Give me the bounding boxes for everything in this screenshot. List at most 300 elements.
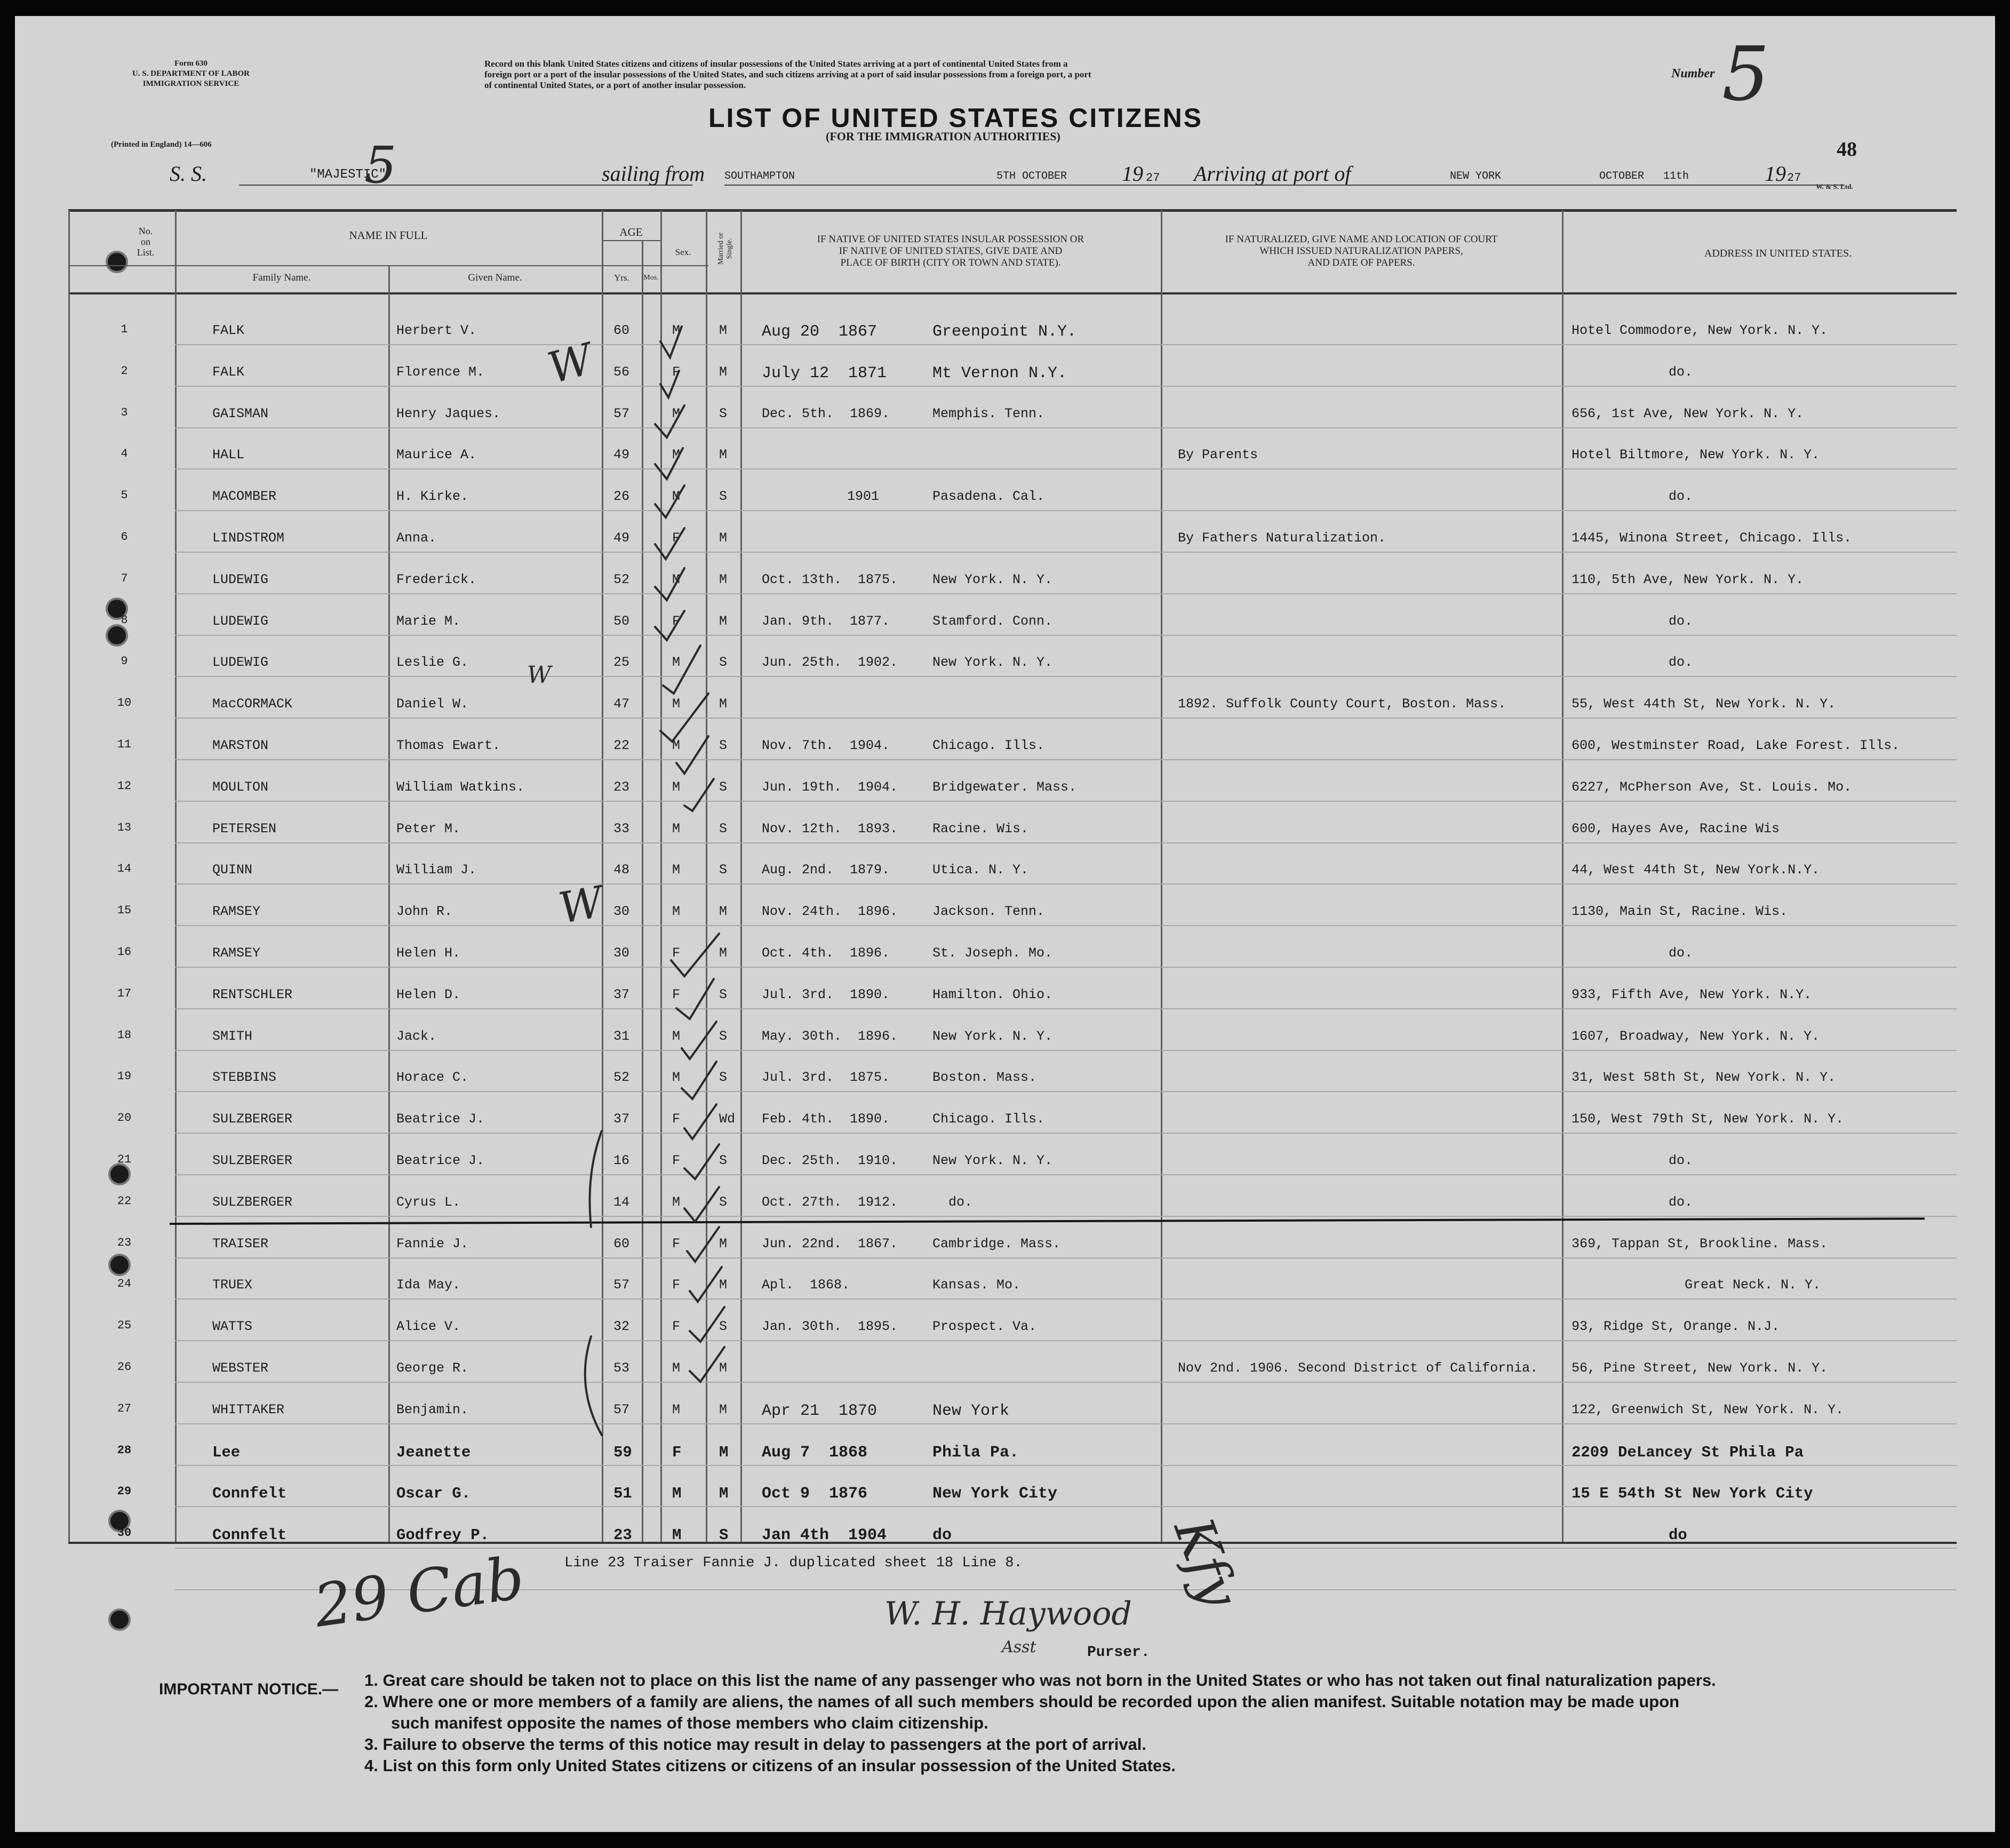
given-name: Oscar G. <box>396 1485 471 1503</box>
marital-status: S <box>719 655 728 671</box>
age-years: 51 <box>613 1485 632 1503</box>
given-name: Anna. <box>396 530 437 546</box>
birth-date: Jul. 3rd. 1890. <box>762 986 890 1002</box>
birth-date: Apr 21 1870 <box>762 1401 878 1420</box>
marital-status: M <box>719 323 728 338</box>
marital-status: M <box>719 1277 728 1293</box>
given-name: Marie M. <box>396 613 461 629</box>
purser-signature: W. H. Haywood <box>884 1595 1132 1632</box>
marital-status: M <box>719 1401 728 1417</box>
birth-date: July 12 1871 <box>762 364 887 383</box>
family-name: WEBSTER <box>212 1360 269 1376</box>
check-mark <box>684 1187 719 1222</box>
birth-place: Bridgewater. Mass. <box>932 779 1077 795</box>
form-number: Form 630 <box>174 59 208 68</box>
col-header-line: on <box>141 236 150 247</box>
us-address: 110, 5th Ave, New York. N. Y. <box>1572 571 1804 587</box>
ruled-line <box>175 1091 1957 1092</box>
birth-place: Kansas. Mo. <box>932 1277 1021 1293</box>
instruction-line: of continental United States, or a port of another insular possession. <box>484 80 746 90</box>
sex-value: F <box>672 530 681 546</box>
marital-status: M <box>719 696 728 712</box>
given-name: John R. <box>396 904 453 920</box>
row-number: 26 <box>117 1360 132 1374</box>
us-address: Hotel Commodore, New York. N. Y. <box>1572 323 1828 338</box>
ruled-line <box>175 967 1957 968</box>
birth-date: Jun. 19th. 1904. <box>762 779 898 795</box>
birth-date: Oct. 27th. 1912. <box>762 1194 898 1210</box>
check-mark <box>655 611 684 640</box>
birth-place: Greenpoint N.Y. <box>932 323 1077 341</box>
given-name: George R. <box>396 1360 469 1376</box>
family-name: LUDEWIG <box>212 613 269 629</box>
sailing-date: 5TH OCTOBER <box>996 170 1067 182</box>
ruled-line <box>175 593 1957 594</box>
year-value-2: 27 <box>1787 171 1801 185</box>
birth-place: Hamilton. Ohio. <box>932 986 1053 1002</box>
col-header-name: NAME IN FULL <box>349 229 428 242</box>
sex-value: F <box>672 986 681 1002</box>
given-name: Daniel W. <box>396 696 469 712</box>
marital-status: M <box>719 1485 729 1503</box>
given-name: Benjamin. <box>396 1401 469 1417</box>
given-name: Peter M. <box>396 821 461 837</box>
page-title: LIST OF UNITED STATES CITIZENS <box>708 103 1203 133</box>
sex-value: M <box>672 862 681 878</box>
row-number: 8 <box>121 613 128 627</box>
ruled-line <box>175 1299 1957 1300</box>
check-mark <box>655 448 683 479</box>
birth-date: Oct. 4th. 1896. <box>762 945 890 961</box>
ruled-line <box>175 1340 1957 1341</box>
sex-value: M <box>672 489 681 505</box>
ruled-line <box>175 1257 1957 1258</box>
year-prefix-1: 19 <box>1122 162 1143 186</box>
age-years: 33 <box>613 821 630 837</box>
check-mark <box>684 1104 716 1139</box>
ruled-line <box>175 1133 1957 1134</box>
birth-date: Oct 9 1876 <box>762 1485 868 1503</box>
family-name: LINDSTROM <box>212 530 285 546</box>
instruction-line: Record on this blank United States citizens and citizens of insular possessions of the United States arriving at a port of continental United States from a <box>484 59 1068 69</box>
bracket-mark <box>585 1336 602 1435</box>
family-name: Lee <box>212 1443 241 1461</box>
given-name: Helen H. <box>396 945 461 961</box>
row-number: 22 <box>117 1194 132 1208</box>
inspector-scrawl: Kfy <box>1162 1509 1251 1615</box>
col-header-naturalized <box>1161 234 1562 269</box>
row-number: 23 <box>117 1236 132 1249</box>
us-address: 1130, Main St, Racine. Wis. <box>1572 904 1788 920</box>
col-header-line: Married or <box>717 232 725 265</box>
sex-value: M <box>672 696 681 712</box>
sheet-number: 48 <box>1837 138 1857 161</box>
us-address: do. <box>1669 1194 1693 1210</box>
birth-place: New York City <box>932 1485 1058 1503</box>
age-years: 56 <box>613 364 630 380</box>
birth-place: New York <box>932 1401 1010 1420</box>
col-header-family: Family Name. <box>252 272 311 283</box>
given-name: Florence M. <box>396 364 485 380</box>
row-number: 7 <box>121 571 128 585</box>
marital-status: S <box>719 405 728 421</box>
ruled-line <box>175 801 1957 802</box>
birth-place: Mt Vernon N.Y. <box>932 364 1067 383</box>
printer-mark: W. & S. Ltd. <box>1816 182 1853 190</box>
ruled-line <box>175 842 1957 843</box>
marital-status: S <box>719 821 728 837</box>
punch-hole <box>108 1163 131 1185</box>
ruled-line <box>175 1506 1957 1507</box>
age-years: 57 <box>613 1277 630 1293</box>
given-name: Jeanette <box>396 1443 471 1461</box>
sex-value: M <box>672 1360 681 1376</box>
birth-place: do <box>932 1526 952 1545</box>
sex-value: M <box>672 1028 681 1044</box>
birth-date: 1901 <box>847 489 880 505</box>
marital-status: S <box>719 1028 728 1044</box>
family-name: STEBBINS <box>212 1070 277 1086</box>
marital-status: S <box>719 1194 728 1210</box>
family-name: TRUEX <box>212 1277 253 1293</box>
marital-status: M <box>719 613 728 629</box>
col-divider <box>175 210 177 1542</box>
table-top-rule <box>68 209 1957 212</box>
us-address: 44, West 44th St, New York.N.Y. <box>1572 862 1820 878</box>
age-years: 26 <box>613 489 630 505</box>
strikethrough-line <box>170 1217 1925 1225</box>
birth-date: Nov. 24th. 1896. <box>762 904 898 920</box>
birth-place: Memphis. Tenn. <box>932 405 1045 421</box>
check-mark <box>684 779 714 811</box>
sex-value: M <box>672 447 681 463</box>
age-years: 16 <box>613 1153 630 1168</box>
age-years: 23 <box>613 1526 632 1544</box>
ruled-line <box>175 427 1957 428</box>
row-number: 25 <box>117 1319 132 1333</box>
family-name: MACOMBER <box>212 489 277 505</box>
naturalization-info: Nov 2nd. 1906. Second District of California. <box>1178 1360 1538 1376</box>
family-name: Connfelt <box>212 1526 287 1544</box>
row-number: 11 <box>117 738 132 751</box>
instruction-line: foreign port or a port of the insular possessions of the United States, and such citizens arriving at a port of said insular possessions from a foreign port, a port <box>484 69 1091 79</box>
birth-place: Prospect. Va. <box>932 1319 1037 1335</box>
col-header-line: IF NATURALIZED, GIVE NAME AND LOCATION OF COURT <box>1225 234 1498 245</box>
ruled-line <box>175 552 1957 553</box>
birth-date: May. 30th. 1896. <box>762 1028 898 1044</box>
family-name: MARSTON <box>212 738 269 753</box>
given-name: Helen D. <box>396 986 461 1002</box>
manifest-sheet <box>15 16 1995 1832</box>
marital-status: S <box>719 1319 728 1335</box>
family-name: QUINN <box>212 862 253 878</box>
ruled-line <box>175 1050 1957 1051</box>
sex-value: F <box>672 1153 681 1168</box>
sex-value: M <box>672 779 681 795</box>
us-address: 122, Greenwich St, New York. N. Y. <box>1572 1401 1844 1417</box>
arriving-label: Arriving at port of <box>1194 162 1351 186</box>
ruled-line <box>175 1174 1957 1175</box>
us-address: 6227, McPherson Ave, St. Louis. Mo. <box>1572 779 1852 795</box>
birth-place: Chicago. Ills. <box>932 738 1045 753</box>
voyage-underline <box>724 185 1845 186</box>
us-address: 369, Tappan St, Brookline. Mass. <box>1572 1236 1828 1252</box>
birth-place: Pasadena. Cal. <box>932 489 1045 505</box>
col-header-address: ADDRESS IN UNITED STATES. <box>1704 248 1852 259</box>
col-header-line: WHICH ISSUED NATURALIZATION PAPERS, <box>1259 245 1463 257</box>
sex-value: M <box>672 1194 681 1210</box>
header-bottom-rule <box>68 292 1957 294</box>
birth-date: Feb. 4th. 1890. <box>762 1111 890 1127</box>
punch-hole <box>106 624 128 647</box>
ruled-line <box>175 344 1957 345</box>
sex-value: M <box>672 904 681 920</box>
row-number: 4 <box>121 447 128 461</box>
notice-item: 2. Where one or more members of a family are aliens, the names of all such members should be recorded upon the alien manifest. Suitable notation may be made upon <box>364 1692 1680 1711</box>
age-years: 49 <box>613 530 630 546</box>
age-years: 22 <box>613 738 630 753</box>
birth-date: Dec. 5th. 1869. <box>762 405 890 421</box>
check-mark <box>660 371 679 397</box>
sex-value: M <box>672 323 681 338</box>
check-mark <box>687 1227 719 1262</box>
department-label: U. S. DEPARTMENT OF LABOR <box>132 69 250 78</box>
birth-place: Racine. Wis. <box>932 821 1029 837</box>
sex-value: M <box>672 738 681 753</box>
row-number: 3 <box>121 405 128 419</box>
given-name: Cyrus L. <box>396 1194 461 1210</box>
col-divider <box>388 265 390 1542</box>
age-years: 25 <box>613 655 630 671</box>
marital-status: S <box>719 779 728 795</box>
age-years: 57 <box>613 1401 630 1417</box>
family-name: SULZBERGER <box>212 1153 293 1168</box>
row-number: 19 <box>117 1070 132 1084</box>
us-address: 150, West 79th St, New York. N. Y. <box>1572 1111 1844 1127</box>
col-header-line: List. <box>137 247 155 258</box>
family-name: HALL <box>212 447 245 463</box>
birth-place: St. Joseph. Mo. <box>932 945 1053 961</box>
us-address: 93, Ridge St, Orange. N.J. <box>1572 1319 1780 1335</box>
age-years: 48 <box>613 862 630 878</box>
sex-value: M <box>672 405 681 421</box>
us-address: 933, Fifth Ave, New York. N.Y. <box>1572 986 1812 1002</box>
given-name: Thomas Ewart. <box>396 738 501 753</box>
number-label: Number <box>1671 67 1715 81</box>
birth-place: New York. N. Y. <box>932 571 1053 587</box>
col-header-line: No. <box>138 226 153 236</box>
birth-date: Aug. 2nd. 1879. <box>762 862 890 878</box>
ruled-line <box>175 1423 1957 1424</box>
col-header-age: AGE <box>619 226 643 238</box>
given-name: Beatrice J. <box>396 1153 485 1168</box>
marital-status: M <box>719 1443 729 1461</box>
ruled-line <box>175 883 1957 885</box>
year-value-1: 27 <box>1146 171 1160 185</box>
col-divider <box>1562 210 1564 1542</box>
birth-date: Apl. 1868. <box>762 1277 850 1293</box>
us-address: Great Neck. N. Y. <box>1685 1277 1821 1293</box>
col-header-birth <box>740 234 1161 269</box>
check-mark <box>671 934 719 976</box>
margin-initials: W <box>555 877 607 934</box>
check-mark <box>690 1267 722 1302</box>
family-name: MacCORMACK <box>212 696 293 712</box>
naturalization-info: 1892. Suffolk County Court, Boston. Mass. <box>1178 696 1506 712</box>
birth-date: Dec. 25th. 1910. <box>762 1153 898 1168</box>
us-address: 15 E 54th St New York City <box>1572 1485 1813 1503</box>
family-name: Connfelt <box>212 1485 287 1503</box>
birth-place: Chicago. Ills. <box>932 1111 1045 1127</box>
naturalization-info: By Parents <box>1178 447 1258 463</box>
us-address: do. <box>1669 613 1693 629</box>
age-years: 23 <box>613 779 630 795</box>
ship-mark: 5 <box>364 136 397 195</box>
check-mark <box>676 736 708 774</box>
birth-date: Aug 7 1868 <box>762 1443 868 1462</box>
sex-value: M <box>672 571 681 587</box>
family-name: TRAISER <box>212 1236 269 1252</box>
age-years: 53 <box>613 1360 630 1376</box>
arrival-date: OCTOBER 11th <box>1599 170 1689 182</box>
marital-status: S <box>719 489 728 505</box>
family-name: SULZBERGER <box>212 1111 293 1127</box>
row-number: 28 <box>117 1443 132 1457</box>
birth-date: Nov. 12th. 1893. <box>762 821 898 837</box>
us-address: do. <box>1669 1153 1693 1168</box>
sex-value: F <box>672 1277 681 1293</box>
family-name: SULZBERGER <box>212 1194 293 1210</box>
row-number: 1 <box>121 323 128 336</box>
us-address: 600, Hayes Ave, Racine Wis <box>1572 821 1780 837</box>
check-mark <box>660 694 708 742</box>
purser-title: Purser. <box>1087 1644 1150 1661</box>
given-name: Herbert V. <box>396 323 477 338</box>
age-years: 57 <box>613 405 630 421</box>
birth-place: Boston. Mass. <box>932 1070 1037 1086</box>
notice-item: such manifest opposite the names of those members who claim citizenship. <box>391 1714 988 1732</box>
year-prefix-2: 19 <box>1765 162 1786 186</box>
number-value: 5 <box>1722 31 1770 118</box>
age-years: 30 <box>613 945 630 961</box>
marital-status: S <box>719 738 728 753</box>
birth-date: Jun. 25th. 1902. <box>762 655 898 671</box>
given-name: Horace C. <box>396 1070 469 1086</box>
punch-hole <box>108 1608 131 1631</box>
sex-value: M <box>672 1526 682 1544</box>
us-address: 600, Westminster Road, Lake Forest. Ills. <box>1572 738 1900 753</box>
sex-value: F <box>672 1443 682 1461</box>
age-years: 59 <box>613 1443 632 1461</box>
col-header-mos: Mos. <box>643 274 659 282</box>
ruled-line <box>175 759 1957 760</box>
family-name: RAMSEY <box>212 945 261 961</box>
family-name: WATTS <box>212 1319 253 1335</box>
row-number: 24 <box>117 1277 132 1291</box>
row-number: 15 <box>117 904 132 918</box>
given-name: Maurice A. <box>396 447 477 463</box>
col-header-line: Single. <box>725 238 733 259</box>
row-number: 27 <box>117 1401 132 1415</box>
sex-value: F <box>672 364 681 380</box>
ruled-line <box>175 468 1957 469</box>
notice-label: IMPORTANT NOTICE.— <box>159 1680 339 1698</box>
check-mark <box>684 1144 719 1179</box>
col-header-given: Given Name. <box>468 272 522 283</box>
birth-place: do. <box>948 1194 973 1210</box>
age-years: 37 <box>613 986 630 1002</box>
ruled-line <box>175 676 1957 677</box>
birth-date: Jun. 22nd. 1867. <box>762 1236 898 1252</box>
family-name: LUDEWIG <box>212 571 269 587</box>
sailing-label: sailing from <box>602 162 705 186</box>
row-number: 2 <box>121 364 128 378</box>
family-name: FALK <box>212 323 245 338</box>
arrival-port: NEW YORK <box>1450 170 1502 182</box>
marital-status: S <box>719 1526 729 1544</box>
birth-place: Cambridge. Mass. <box>932 1236 1061 1252</box>
birth-date: Jan. 30th. 1895. <box>762 1319 898 1335</box>
given-name: Godfrey P. <box>396 1526 490 1544</box>
row-number: 12 <box>117 779 132 793</box>
age-years: 52 <box>613 571 630 587</box>
marital-status: M <box>719 1236 728 1252</box>
duplicate-note: Line 23 Traiser Fannie J. duplicated sheet 18 Line 8. <box>564 1555 1023 1571</box>
birth-place: New York. N. Y. <box>932 655 1053 671</box>
ruled-line <box>175 510 1957 511</box>
printed-in-label: (Printed in England) 14—606 <box>111 140 212 149</box>
punch-hole <box>108 1254 131 1276</box>
ss-label: S. S. <box>170 162 207 186</box>
ruled-line <box>175 1548 1957 1549</box>
col-divider <box>68 210 70 1542</box>
ruled-line <box>175 1465 1957 1466</box>
col-header-line: PLACE OF BIRTH (CITY OR TOWN AND STATE). <box>840 257 1061 268</box>
col-divider <box>1161 210 1162 1542</box>
check-mark <box>655 405 684 437</box>
us-address: Hotel Biltmore, New York. N. Y. <box>1572 447 1820 463</box>
form-id-block <box>130 59 252 89</box>
birth-date: Aug 20 1867 <box>762 323 878 341</box>
col-header-yrs: Yrs. <box>614 273 629 283</box>
birth-place: Stamford. Conn. <box>932 613 1053 629</box>
marital-status: S <box>719 1070 728 1086</box>
sex-value: F <box>672 1111 681 1127</box>
given-name: Ida May. <box>396 1277 461 1293</box>
notice-item: 3. Failure to observe the terms of this notice may result in delay to passengers at the port of arrival. <box>364 1735 1147 1754</box>
marital-status: S <box>719 986 728 1002</box>
notice-item: 1. Great care should be taken not to place on this list the name of any passenger who was not born in the United States or who has not taken out final naturalization papers. <box>364 1671 1716 1690</box>
given-name: Alice V. <box>396 1319 461 1335</box>
us-address: do. <box>1669 489 1693 505</box>
given-name: Henry Jaques. <box>396 405 501 421</box>
row-number: 6 <box>121 530 128 544</box>
given-name: Beatrice J. <box>396 1111 485 1127</box>
check-mark <box>655 528 684 559</box>
sex-value: M <box>672 821 681 837</box>
col-header-line: IF NATIVE OF UNITED STATES, GIVE DATE AND <box>839 245 1063 257</box>
sex-value: F <box>672 945 681 961</box>
purser-prefix: Asst <box>1002 1638 1036 1656</box>
row-number: 13 <box>117 821 132 834</box>
row-number: 16 <box>117 945 132 959</box>
us-address: 55, West 44th St, New York. N. Y. <box>1572 696 1836 712</box>
sex-value: M <box>672 1485 682 1503</box>
ruled-line <box>175 386 1957 387</box>
age-years: 50 <box>613 613 630 629</box>
check-mark <box>655 568 684 600</box>
ship-name: "MAJESTIC" <box>309 168 387 182</box>
